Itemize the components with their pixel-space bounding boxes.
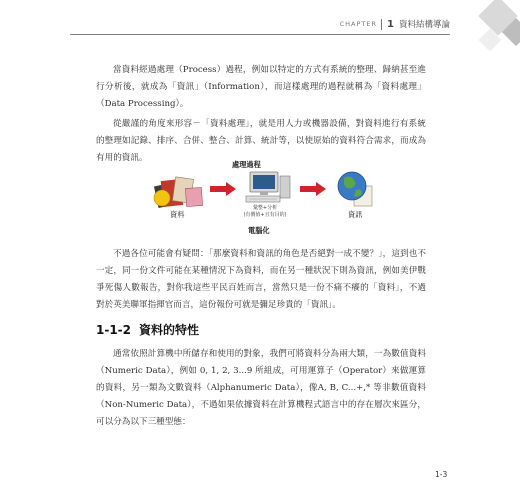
computer-icon [242, 170, 292, 206]
figure-process-title: 處理過程 [232, 160, 261, 169]
paragraph-data-processing: 當資料經過處理（Process）過程，例如以特定的方式有系統的整理、歸納甚至進行分析後，就成為「資訊」（Information），而這樣處理的過程就稱為「資料處理」（Data Processing）。 [96, 65, 426, 109]
caption-line: (有價值+且有目的) [243, 212, 287, 218]
globe-info-icon [334, 168, 378, 210]
figure-data-label: 資料 [170, 210, 185, 219]
chapter-title: 資料結構導論 [398, 20, 450, 30]
arrow-right-icon [210, 182, 236, 196]
figure-caption [230, 205, 300, 219]
data-documents-icon [152, 174, 208, 210]
arrow-right-icon [300, 182, 326, 196]
header-rule [70, 34, 450, 35]
data-processing-figure [150, 160, 390, 236]
section-title: 資料的特性 [139, 323, 200, 337]
paragraph-rigorous-definition: 從嚴謹的角度來形容－「資料處理」，就是用人力或機器設備，對資料進行有系統的整理如記錄、排序、合併、整合、計算、統計等，以使原始的資料符合需求，而成為有用的資訊。 [96, 119, 426, 163]
caption-line: 彙整+分析 [252, 205, 278, 211]
paragraph-data-types: 通常依照計算機中所儲存和使用的對象，我們可將資料分為兩大類，一為數值資料（Numeric Data），例如 0, 1, 2, 3...9 所組成，可用運算子（Operator）來做運算的資料，另一類為文數資料（Alphanumeric Data），像A, B, C...+,* 等非數值資料（Non-Numeric Data），不過如果依據資料在計算機程式語言中的存在層次來區分，可以分為以下三種型態： [96, 349, 426, 427]
paragraph-data-vs-info: 不過各位可能會有疑問：「那麼資料和資訊的角色是否絕對一成不變？」，這到也不一定，同一份文件可能在某種情況下為資料，而在另一種狀況下則為資訊，例如美伊戰爭死傷人數報告，對你我這些平民百姓而言，當然只是一份不痛不癢的「資料」，不過對於英美聯軍指揮官而言，這份報份可就是彌足珍貴的「資訊」。 [96, 249, 426, 310]
corner-decoration [450, 0, 520, 70]
chapter-label: CHAPTER [339, 20, 378, 28]
running-header [300, 17, 450, 31]
section-heading [96, 321, 199, 338]
chapter-number: 1 [381, 19, 394, 30]
page-number: 1-3 [435, 470, 448, 479]
figure-info-label: 資訊 [348, 210, 363, 219]
figure-computer-label: 電腦化 [248, 226, 270, 235]
section-number: 1-1-2 [96, 323, 132, 337]
